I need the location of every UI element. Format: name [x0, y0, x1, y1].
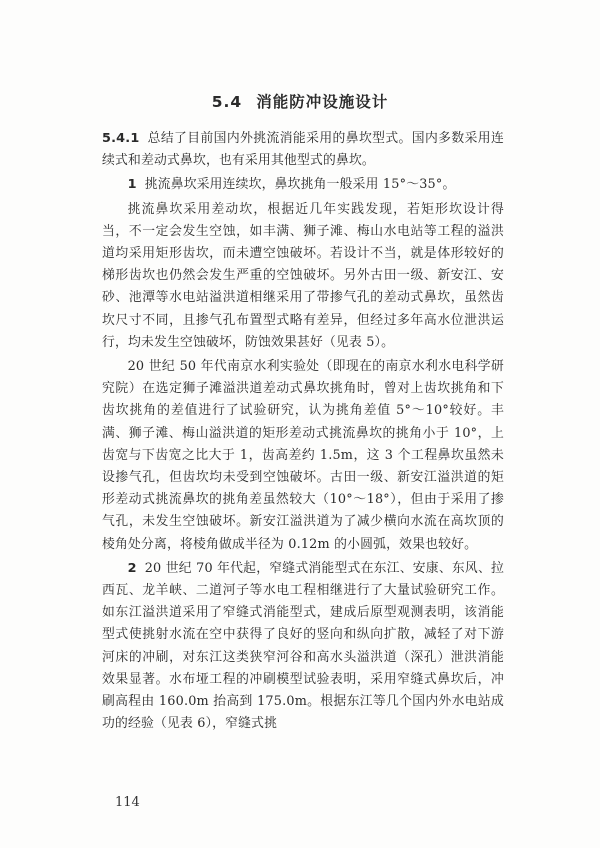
clause-number: 5.4.1: [102, 131, 140, 146]
item-text: 20 世纪 70 年代起，窄缝式消能型式在东江、安康、东风、拉西瓦、龙羊峡、二道河子等水电工程相继进行了大量试验研究工作。如东江溢洪道采用了窄缝式消能型式，建成后原型观测表明，该消能型式使挑射水流在空中获得了良好的竖向和纵向扩散，减轻了对下游河床的冲刷，对东江这类狭窄河谷和高水头溢洪道（深孔）泄洪消能效果显著。水布垭工程的冲刷模型试验表明，采用窄缝式鼻坎后，冲刷高程由 160.0m 抬高到 175.0m。根据东江等几个国内外水电站成功的经验（见表 6），窄缝式挑: [102, 560, 504, 732]
section-number: 5.4: [211, 93, 243, 111]
item-number: 1: [127, 177, 137, 193]
page-number: 114: [115, 795, 140, 810]
body-paragraph: 挑流鼻坎采用差动坎，根据近几年实践发现，若矩形坎设计得当，不一定会发生空蚀，如丰满、狮子滩、梅山水电站等工程的溢洪道均采用矩形齿坎，而未遭空蚀破坏。若设计不当，就是体形较好的梯形齿坎也仍然会发生严重的空蚀破坏。另外古田一级、新安江、安砂、池潭等水电站溢洪道相继采用了带掺气孔的差动式鼻坎，虽然齿坎尺寸不同，且掺气孔布置型式略有差异，但经过多年高水位泄洪运行，均未发生空蚀破坏，防蚀效果甚好（见表 5）。: [102, 201, 504, 350]
section-title-text: 消能防冲设施设计: [256, 93, 389, 111]
item-text: 挑流鼻坎采用连续坎，鼻坎挑角一般采用 15°～35°。: [144, 177, 456, 193]
item-number: 2: [127, 560, 137, 576]
body-text: [102, 128, 504, 737]
item-paragraph: [102, 558, 504, 736]
body-paragraph: 20 世纪 50 年代南京水利实验处（即现在的南京水利水电科学研究院）在选定狮子滩溢洪道差动式鼻坎挑角时，曾对上齿坎挑角和下齿坎挑角的差值进行了试验研究，认为挑角差值 5°～10°较好。丰满、狮子滩、梅山溢洪道的矩形差动式挑流鼻坎的挑角小于 10°，上齿宽与下齿宽之比大于 1，齿高差约 1.5m，这 3 个工程鼻坎虽然未设掺气孔，但齿坎均未受到空蚀破坏。古田一级、新安江溢洪道的矩形差动式挑流鼻坎的挑角差虽然较大（10°～18°），但由于采用了掺气孔，未发生空蚀破坏。新安江溢洪道为了减少横向水流在高坎顶的棱角处分离，将棱角做成半径为 0.12m 的小圆弧，效果也较好。: [102, 359, 504, 552]
clause-text: 总结了目前国内外挑流消能采用的鼻坎型式。国内多数采用连续式和差动式鼻坎，也有采用其他型式的鼻坎。: [102, 131, 504, 169]
section-heading: [0, 90, 600, 112]
item-paragraph: [102, 174, 504, 196]
clause-paragraph: [102, 128, 504, 172]
